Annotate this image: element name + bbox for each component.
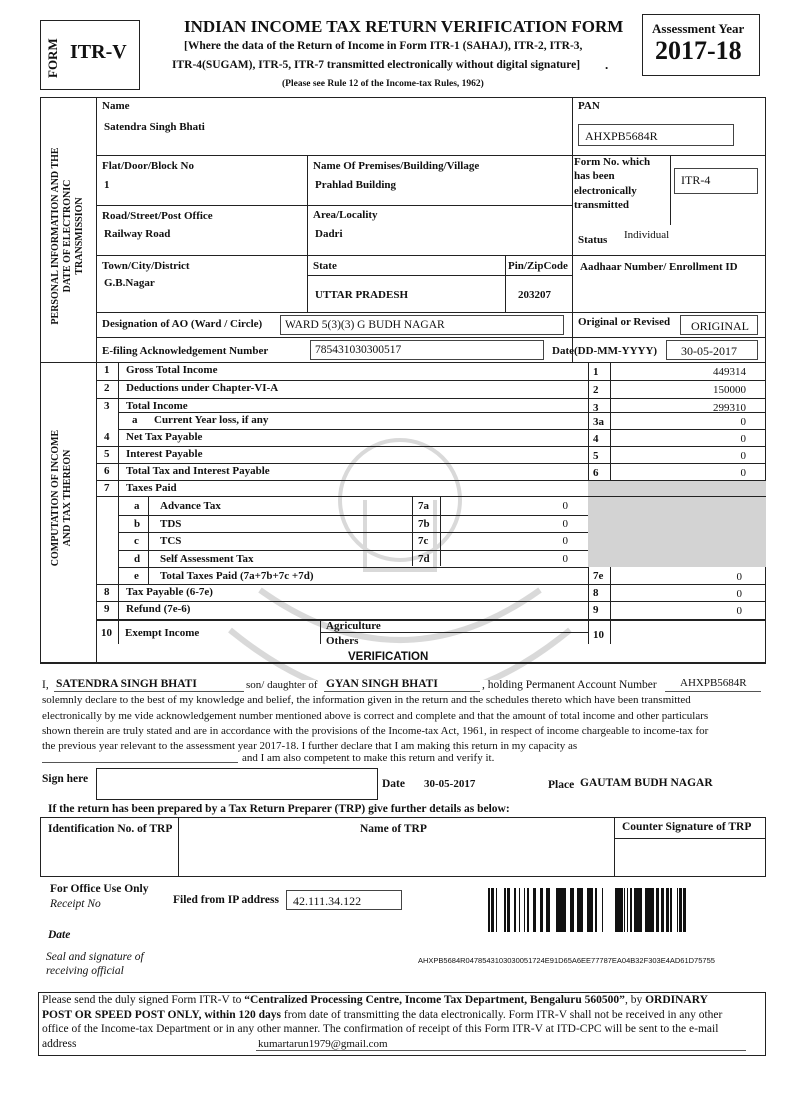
row-line — [96, 380, 766, 381]
comp-row-ref: 4 — [593, 433, 599, 445]
barcode-bar — [624, 888, 625, 932]
barcode-bar — [488, 888, 490, 932]
status-label: Status — [578, 234, 608, 246]
status-value: Individual — [624, 229, 670, 241]
comp-row-no: 5 — [104, 448, 110, 460]
barcode-bar — [556, 888, 557, 932]
total-paid-value: 0 — [736, 571, 742, 583]
comp-row-value: 0 — [740, 450, 746, 462]
computation-section-label: COMPUTATION OF INCOME AND TAX THEREON — [50, 429, 73, 567]
comp-row-ref: 6 — [593, 467, 599, 479]
premises-value: Prahlad Building — [315, 179, 397, 191]
barcode-bar — [602, 888, 603, 932]
ip-label: Filed from IP address — [173, 894, 279, 906]
personal-section-label: PERSONAL INFORMATION AND THE DATE OF ELECTRONIC TRANSMISSION — [50, 147, 85, 325]
comp-row-label: Interest Payable — [126, 448, 203, 460]
tax_payable-label: Tax Payable (6-7e) — [126, 586, 213, 598]
formno-label-3: electronically — [574, 185, 637, 197]
tp-row-value: 0 — [562, 535, 568, 547]
barcode-bar — [491, 888, 493, 932]
barcode-bar — [524, 888, 525, 932]
row-line — [118, 515, 588, 516]
barcode-bar — [670, 888, 672, 932]
comp-row-no: 6 — [104, 465, 110, 477]
trp-heading: If the return has been prepared by a Tax Return Preparer (TRP) give further details as below: — [48, 803, 510, 815]
exempt-sub-1: Agriculture — [326, 620, 381, 632]
barcode-bar — [637, 888, 640, 932]
trp-col-1: Identification No. of TRP — [48, 823, 173, 835]
barcode-bar — [620, 888, 623, 932]
comp-row-no: a — [132, 414, 138, 426]
tp-row-no: a — [134, 500, 140, 512]
form-word: FORM — [45, 38, 60, 78]
tp-divider — [440, 496, 441, 566]
comp-row-ref: 3 — [593, 402, 599, 414]
barcode-bar — [684, 888, 685, 932]
exempt-label: Exempt Income — [125, 627, 200, 639]
tp-divider — [412, 496, 413, 566]
row-line — [96, 584, 766, 585]
barcode-bar — [570, 888, 573, 932]
comp-row-value: 150000 — [713, 384, 746, 396]
place-label: Place — [548, 779, 575, 791]
barcode-bar — [507, 888, 510, 932]
barcode-bar — [504, 888, 506, 932]
comp-row-ref: 2 — [593, 384, 599, 396]
comp-row-value: 0 — [740, 416, 746, 428]
orig-value: ORIGINAL — [680, 315, 758, 335]
row-line — [96, 463, 766, 464]
barcode-bar — [615, 888, 616, 932]
row-line — [118, 550, 588, 551]
verification-father: GYAN SINGH BHATI — [326, 678, 438, 690]
road-value: Railway Road — [104, 228, 171, 240]
tp-row-no: d — [134, 552, 141, 565]
formno-label-2: has been — [574, 170, 615, 182]
formno-label-4: transmitted — [574, 199, 629, 211]
comp-row-no: 2 — [104, 382, 110, 394]
barcode-bar — [580, 888, 582, 932]
orig-label: Original or Revised — [578, 316, 671, 328]
barcode-bar — [546, 888, 548, 932]
barcode-bar — [493, 888, 494, 932]
comp-row-value: 0 — [740, 433, 746, 445]
tp-row-value: 0 — [562, 517, 568, 530]
tp-row-no: c — [134, 535, 139, 547]
barcode-bar — [595, 888, 597, 932]
trp-col-3: Counter Signature of TRP — [622, 821, 752, 833]
barcode-bar — [640, 888, 642, 932]
tp-row-ref: 7c — [418, 535, 429, 547]
assessment-year-value: 2017-18 — [655, 36, 742, 65]
barcode-bar — [533, 888, 536, 932]
row-line — [96, 496, 766, 497]
barcode-bar — [627, 888, 628, 932]
premises-label: Name Of Premises/Building/Village — [313, 160, 480, 172]
barcode-bar — [650, 888, 652, 932]
barcode-bar — [577, 888, 578, 932]
trp-col-2: Name of TRP — [360, 823, 427, 835]
comp-row-ref: 1 — [593, 366, 599, 378]
comp-row-value: 0 — [740, 467, 746, 479]
barcode-bar — [578, 888, 580, 932]
form-name: ITR-V — [70, 41, 127, 63]
tp-row-ref: 7d — [418, 552, 430, 565]
barcode-bar — [652, 888, 654, 932]
barcode-bar — [540, 888, 543, 932]
exempt-no: 10 — [101, 627, 112, 639]
barcode-bar — [590, 888, 592, 932]
comp-row-label: Total Tax and Interest Payable — [126, 465, 270, 477]
comp-row-label: Current Year loss, if any — [154, 414, 269, 426]
verification-date-label: Date — [382, 778, 405, 790]
pin-label: Pin/ZipCode — [508, 260, 568, 272]
barcode-bar — [527, 888, 528, 932]
footer-p2: from date of transmitting the data electronically. Form ITR-V shall not be received in any other — [283, 1009, 723, 1021]
barcode-bar — [616, 888, 618, 932]
verification-holding: , holding Permanent Account Number — [482, 679, 657, 691]
footer-line-4: address — [42, 1038, 77, 1050]
verification-line-5: and I am also competent to make this return and verify it. — [242, 752, 495, 764]
barcode-bar — [618, 888, 620, 932]
barcode-bar — [514, 888, 516, 932]
tp-row-value: 0 — [562, 552, 568, 565]
seal-label-2: receiving official — [46, 965, 124, 977]
pan-value: AHXPB5684R — [578, 124, 734, 146]
footer-post: POST OR SPEED POST ONLY, within 120 days — [42, 1009, 282, 1021]
total-paid-label: Total Taxes Paid (7a+7b+7c +7d) — [160, 570, 314, 582]
row-line — [96, 601, 766, 602]
receipt-label: Receipt No — [50, 898, 101, 910]
footer-line-2 — [42, 1010, 722, 1022]
verification-son-of: son/ daughter of — [246, 679, 318, 691]
sign-label: Sign here — [42, 773, 89, 785]
refund-label: Refund (7e-6) — [126, 603, 191, 615]
barcode-bar — [528, 888, 529, 932]
ack-date-label: Date(DD-MM-YYYY) — [552, 345, 658, 357]
ack-label: E-filing Acknowledgement Number — [102, 345, 269, 357]
tp-row-label: Self Assessment Tax — [160, 552, 254, 565]
formno-value: ITR-4 — [674, 168, 758, 194]
comp-row-value: 299310 — [713, 402, 746, 414]
shaded-area — [588, 481, 766, 567]
pan-label: PAN — [578, 100, 600, 112]
row-line — [118, 567, 588, 568]
refund-value: 0 — [736, 605, 742, 617]
comp-row-no: 7 — [104, 482, 110, 494]
barcode-bar — [683, 888, 684, 932]
verification-line-1: solemnly declare to the best of my knowledge and belief, the information given in the return and the schedules thereto which have been transmitted — [42, 694, 691, 706]
area-label: Area/Locality — [313, 209, 378, 221]
barcode-bar — [582, 888, 583, 932]
town-value: G.B.Nagar — [104, 277, 155, 289]
tp-row-ref: 7a — [418, 500, 429, 512]
verification-pan: AHXPB5684R — [680, 677, 747, 689]
barcode-bar — [656, 888, 659, 932]
tp-row-label: TDS — [160, 517, 182, 530]
comp-row-no: 3 — [104, 400, 110, 412]
barcode-bar — [634, 888, 635, 932]
area-value: Dadri — [315, 228, 343, 240]
comp-row-ref: 5 — [593, 450, 599, 462]
state-label: State — [313, 260, 337, 272]
ack-date-value: 30-05-2017 — [666, 340, 758, 360]
ao-value: WARD 5(3)(3) G BUDH NAGAR — [280, 315, 564, 335]
comp-row-label: Gross Total Income — [126, 364, 218, 376]
exempt-ref: 10 — [593, 629, 604, 641]
barcode-bar — [573, 888, 574, 932]
row-line — [96, 446, 766, 447]
barcode-bar — [685, 888, 686, 932]
tax_payable-value: 0 — [736, 588, 742, 600]
name-value: Satendra Singh Bhati — [104, 121, 205, 133]
tp-row-value: 0 — [562, 500, 568, 512]
verification-name: SATENDRA SINGH BHATI — [56, 678, 197, 690]
refund-ref: 9 — [593, 604, 599, 616]
aadhaar-label: Aadhaar Number/ Enrollment ID — [580, 261, 738, 273]
barcode-bar — [666, 888, 669, 932]
comp-row-no: 4 — [104, 431, 110, 443]
barcode-bar — [548, 888, 550, 932]
form-title: INDIAN INCOME TAX RETURN VERIFICATION FORM — [184, 17, 624, 36]
name-label: Name — [102, 100, 130, 112]
barcode-bar — [679, 888, 682, 932]
barcode-bar — [630, 888, 632, 932]
form-subtitle-2-dot: . — [605, 57, 609, 72]
office-heading: For Office Use Only — [50, 883, 149, 895]
comp-row-label: Deductions under Chapter-VI-A — [126, 382, 279, 394]
verification-line-3: shown therein are truly stated and are in accordance with the provisions of the Income-tax Act, 1961, in respect of income chargeable to income-tax for — [42, 725, 709, 737]
ip-value: 42.111.34.122 — [286, 890, 402, 910]
barcode-bar — [519, 888, 520, 932]
barcode-bar — [560, 888, 563, 932]
tax_payable-ref: 8 — [593, 587, 599, 599]
barcode-bar — [677, 888, 678, 932]
state-value: UTTAR PRADESH — [315, 289, 409, 301]
verification-line-4: the previous year relevant to the assessment year 2017-18. I further declare that I am making this return in my capacity as — [42, 740, 578, 752]
tp-row-label: TCS — [160, 535, 182, 547]
tp-row-label: Advance Tax — [160, 500, 221, 512]
footer-by: , by — [624, 994, 643, 1006]
comp-row-label: Net Tax Payable — [126, 431, 203, 443]
row-line — [96, 480, 766, 481]
barcode-bar — [635, 888, 637, 932]
place-value: GAUTAM BUDH NAGAR — [580, 777, 713, 789]
exempt-sub-2: Others — [326, 635, 359, 647]
verification-line-2: electronically by me vide acknowledgement number mentioned above is correct and complete and that the amount of total income and other particulars — [42, 710, 709, 722]
comp-row-label: Taxes Paid — [126, 482, 177, 494]
flat-label: Flat/Door/Block No — [102, 160, 194, 172]
office-date-label: Date — [48, 929, 71, 941]
verification-heading: VERIFICATION — [348, 651, 429, 663]
barcode-bar — [647, 888, 650, 932]
footer-p1: Please send the duly signed Form ITR-V to — [42, 994, 242, 1006]
road-label: Road/Street/Post Office — [102, 210, 213, 222]
barcode-bar — [587, 888, 590, 932]
tp-row-no: b — [134, 517, 141, 530]
pin-value: 203207 — [518, 289, 551, 301]
row-line — [118, 429, 766, 430]
seal-label-1: Seal and signature of — [46, 951, 144, 963]
form-subtitle-2: ITR-4(SUGAM), ITR-5, ITR-7 transmitted electronically without digital signature] — [172, 59, 581, 71]
tax_payable-no: 8 — [104, 586, 110, 598]
footer-ordinary: ORDINARY — [645, 994, 708, 1006]
total-paid-ref: 7e — [593, 570, 604, 582]
verification-date-value: 30-05-2017 — [424, 778, 476, 790]
footer-line-3: office of the Income-tax Department or in any other manner. The confirmation of receipt of this Form ITR-V at ITD-CPC will be sent to the e-mail — [42, 1023, 719, 1035]
barcode-bar — [563, 888, 566, 932]
footer-line-1 — [42, 995, 708, 1007]
comp-row-label: Total Income — [126, 400, 188, 412]
barcode-bar — [496, 888, 497, 932]
comp-row-ref: 3a — [593, 416, 604, 428]
refund-no: 9 — [104, 603, 110, 615]
footer-cpc: “Centralized Processing Centre, Income Tax Department, Bengaluru 560500” — [244, 994, 625, 1006]
row-line — [96, 398, 766, 399]
barcode — [488, 888, 690, 932]
footer-email: kumartarun1979@gmail.com — [258, 1038, 388, 1050]
barcode-bar — [645, 888, 647, 932]
town-label: Town/City/District — [102, 260, 190, 272]
barcode-bar — [557, 888, 560, 932]
form-rule: (Please see Rule 12 of the Income-tax Rules, 1962) — [282, 79, 484, 89]
comp-row-no: 1 — [104, 364, 110, 376]
ack-value: 785431030300517 — [310, 340, 544, 360]
assessment-year-label: Assessment Year — [652, 21, 745, 36]
sign-box[interactable] — [96, 768, 378, 800]
total-paid-no: e — [134, 570, 139, 582]
barcode-text: AHXPB5684R0478543103030051724E91D65A6EE77787EA04B32F303E4AD61D75755 — [418, 956, 715, 965]
row-line — [118, 532, 588, 533]
form-subtitle-1: [Where the data of the Return of Income in Form ITR-1 (SAHAJ), ITR-2, ITR-3, — [184, 40, 583, 52]
tp-divider — [148, 496, 149, 584]
formno-label-1: Form No. which — [574, 156, 651, 168]
ao-label: Designation of AO (Ward / Circle) — [102, 318, 263, 330]
tp-row-ref: 7b — [418, 517, 430, 530]
barcode-bar — [661, 888, 664, 932]
barcode-bar — [592, 888, 593, 932]
verification-i: I, — [42, 679, 49, 691]
flat-value: 1 — [104, 179, 110, 191]
comp-row-value: 449314 — [713, 366, 746, 378]
